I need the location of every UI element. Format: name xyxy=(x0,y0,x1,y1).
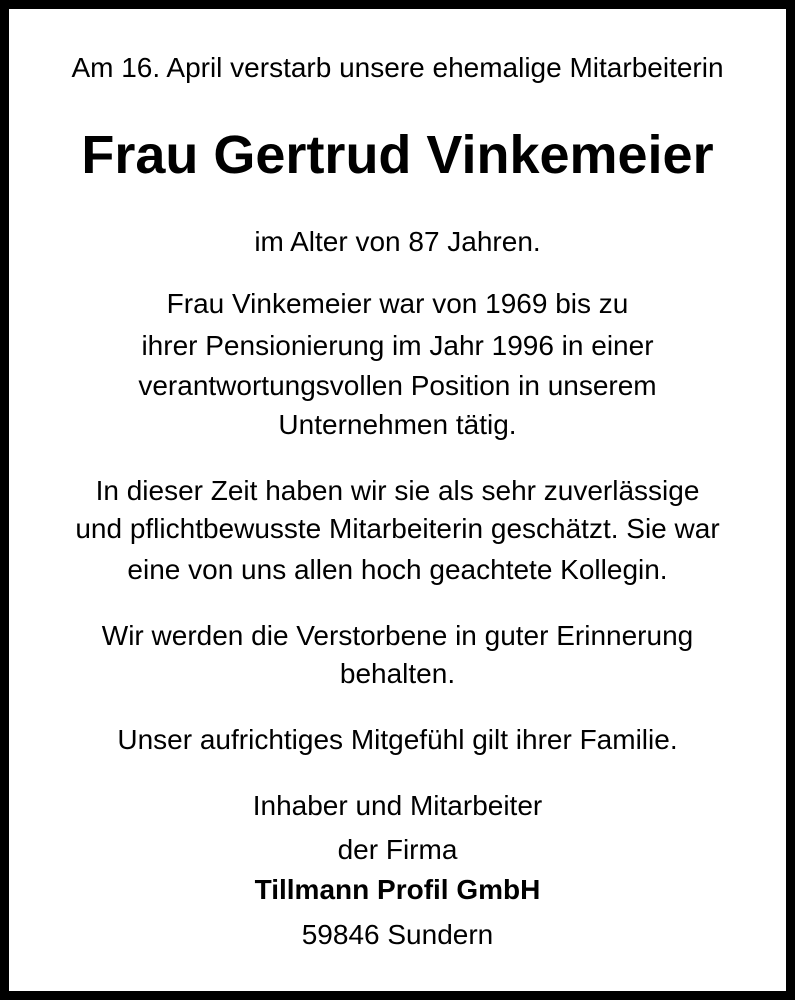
signature-line: der Firma xyxy=(337,834,458,865)
condolence-line: Unser aufrichtiges Mitgefühl gilt ihrer Familie. xyxy=(117,724,678,755)
remembrance-line: behalten. xyxy=(339,658,456,689)
appreciation-line: eine von uns allen hoch geachtete Kollegin. xyxy=(127,554,668,585)
career-line: Frau Vinkemeier war von 1969 bis zu xyxy=(166,288,629,319)
appreciation-line: und pflichtbewusste Mitarbeiterin geschätzt. Sie war xyxy=(75,513,720,544)
intro-line: Am 16. April verstarb unsere ehemalige Mitarbeiterin xyxy=(71,52,724,83)
deceased-name: Frau Gertrud Vinkemeier xyxy=(81,125,714,185)
remembrance-line: Wir werden die Verstorbene in guter Erinnerung xyxy=(101,620,694,651)
career-line: verantwortungsvollen Position in unserem xyxy=(138,370,657,401)
appreciation-line: In dieser Zeit haben wir sie als sehr zuverlässige xyxy=(95,475,700,506)
career-line: ihrer Pensionierung im Jahr 1996 in einer xyxy=(141,330,654,361)
career-line: Unternehmen tätig. xyxy=(278,409,517,440)
signature-line: Inhaber und Mitarbeiter xyxy=(252,790,543,821)
company-name: Tillmann Profil GmbH xyxy=(254,874,541,905)
age-line: im Alter von 87 Jahren. xyxy=(254,226,541,257)
company-location: 59846 Sundern xyxy=(301,919,494,950)
